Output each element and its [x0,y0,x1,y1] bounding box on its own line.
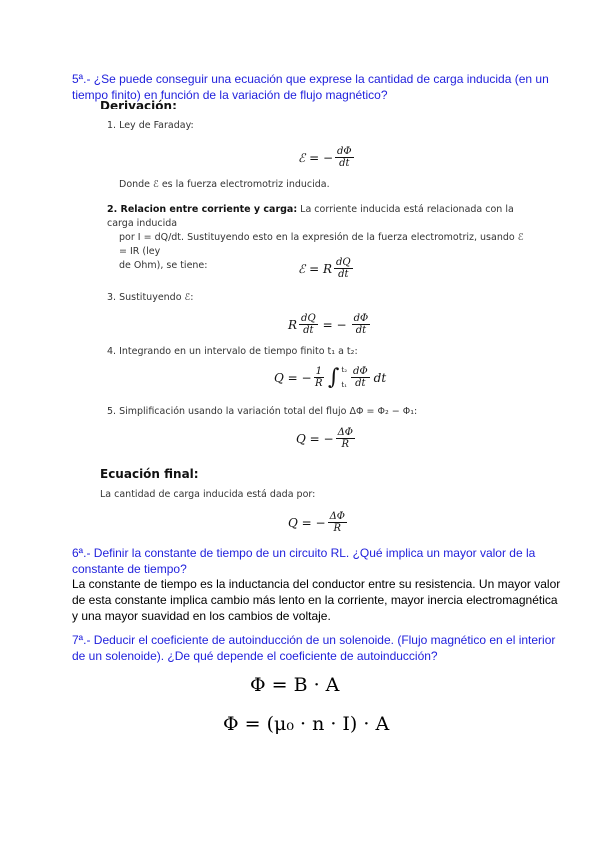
eq5-lhs: Q = − [296,431,334,446]
eq5-den: R [341,439,350,450]
eq3-r: R [288,317,298,332]
eq4-den1: R [315,378,323,389]
equation-integral [274,365,386,390]
step-5-label: 5. Simplificación usando la variación total del flujo ΔΦ = Φ₂ − Φ₁: [107,406,418,417]
eq6-den: R [333,523,342,534]
eq2-lhs: ℰ = R [298,261,332,276]
eq3-den2: dt [355,325,367,336]
eq4-num2: dΦ [353,366,368,377]
eq4-den2: dt [355,378,366,389]
answer-6 [72,576,560,624]
derivation-heading: Derivación: [100,99,177,109]
eq1-num: dΦ [337,146,352,157]
question-6 [72,545,535,577]
eq5-frac [336,427,355,450]
integral-limits [341,366,347,390]
equation-substitution [288,313,372,336]
eq4-sub: t₁ [341,380,348,389]
eq6-lhs: Q = − [288,515,326,530]
step-2-line3: de Ohm), se tiene: [119,260,208,271]
equation-flux-solenoid: Φ = (μ₀ · n · I) · A [223,713,390,735]
eq3-frac1 [299,313,318,336]
eq3-mid: = − [322,317,347,332]
question-7 [72,632,555,664]
answer-6-line1: La constante de tiempo es la inductancia del conductor entre su resistencia. Un mayor valor [72,577,561,591]
eq1-lhs: ℰ = − [298,150,334,165]
equation-flux: Φ = B · A [250,674,340,696]
eq3-frac2 [352,313,371,336]
question-6-line2: constante de tiempo? [72,562,187,576]
step-4-label: 4. Integrando en un intervalo de tiempo finito t₁ a t₂: [107,346,358,357]
eq4-num1: 1 [315,366,322,377]
answer-6-line3: y una mayor suavidad en los cambios de voltaje. [72,609,331,623]
eq1-den: dt [339,158,350,169]
eq3-num1: dQ [301,313,316,324]
eq3-den1: dt [303,325,314,336]
eq1-frac [335,146,354,169]
step-1-note: Donde ℰ es la fuerza electromotriz inducida. [119,179,330,190]
equation-emf-charge [298,257,355,280]
eq4-lhs: Q = − [274,370,312,385]
final-heading: Ecuación final: [100,467,199,481]
eq4-sup: t₂ [341,365,348,374]
answer-6-line2: de esta constante implica cambio más lento en la corriente, mayor inercia electromagnética [72,593,558,607]
equation-simplified [296,427,357,450]
question-5-line1: 5ª.- ¿Se puede conseguir una ecuación que exprese la cantidad de carga inducida (en un [72,72,549,86]
equation-faraday [298,146,356,169]
eq2-num: dQ [335,257,351,268]
question-7-line1: 7ª.- Deducir el coeficiente de autoinducción de un solenoide. (Flujo magnético en el interior [72,633,556,647]
step-3-label: 3. Sustituyendo ℰ: [107,292,194,303]
step-2-bold: 2. Relacion entre corriente y carga: [107,204,298,215]
equation-final [288,511,349,534]
step-1-label: 1. Ley de Faraday: [107,120,194,131]
integral-sign: ∫ [327,365,340,390]
eq2-frac [334,257,353,280]
question-6-line1: 6ª.- Definir la constante de tiempo de un circuito RL. ¿Qué implica un mayor valor de la [72,546,536,560]
question-5-line2: tiempo finito) en función de la variación de flujo magnético? [72,88,388,102]
eq4-tail: dt [373,370,387,385]
eq5-num: ΔΦ [337,427,353,438]
eq4-frac2 [351,366,370,389]
eq6-num: ΔΦ [329,511,345,522]
eq4-frac1 [314,366,324,389]
eq2-den: dt [338,269,349,280]
question-7-line2: de un solenoide). ¿De qué depende el coeficiente de autoinducción? [72,649,438,663]
step-2-line2: por I = dQ/dt. Sustituyendo esto en la expresión de la fuerza electromotriz, usando ℰ = IR (ley [119,232,524,257]
final-text: La cantidad de carga inducida está dada por: [100,489,316,500]
eq6-frac [328,511,347,534]
eq3-num2: dΦ [353,313,369,324]
step-2-line1: La corriente inducida está relacionada con la carga inducida [107,204,514,229]
